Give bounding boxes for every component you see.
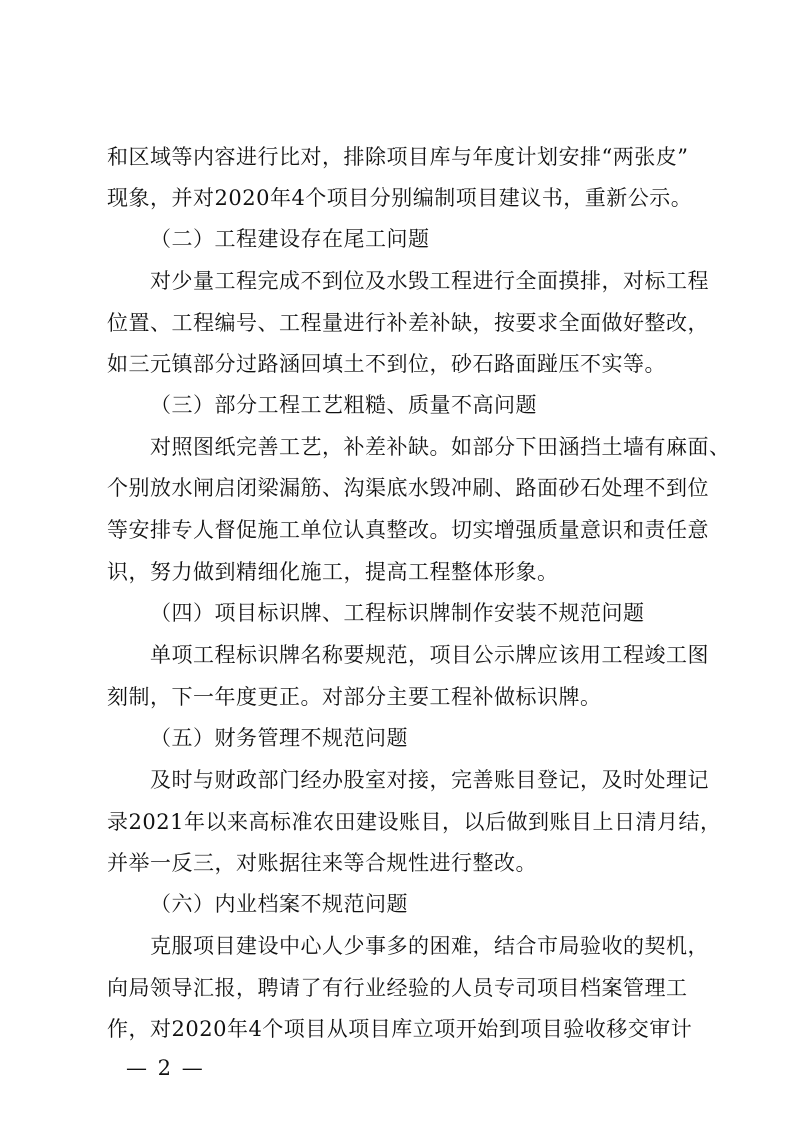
text-line-1: 和区域等内容进行比对，排除项目库与年度计划安排“两张皮” — [107, 145, 689, 169]
text-line-14: 刻制，下一年度更正。对部分主要工程补做标识牌。 — [107, 685, 602, 709]
text-line-2: 现象，并对2020年4个项目分别编制项目建议书，重新公示。 — [107, 186, 693, 210]
text-line-6: 如三元镇部分过路涵回填土不到位，砂石路面踫压不实等。 — [107, 352, 666, 376]
section-heading-2: （二）工程建设存在尾工问题 — [150, 227, 430, 251]
text-line-21: 向局领导汇报，聘请了有行业经验的人员专司项目档案管理工 — [107, 976, 688, 1000]
text-line-18: 并举一反三，对账据往来等合规性进行整改。 — [107, 851, 537, 875]
text-line-8: 对照图纸完善工艺，补差补缺。如部分下田涵挡土墙有麻面、 — [150, 435, 731, 459]
text-line-4: 对少量工程完成不到位及水毁工程进行全面摸排，对标工程 — [150, 269, 709, 293]
text-line-17: 录2021年以来高标准农田建设账目，以后做到账目上日清月结， — [107, 810, 722, 834]
text-line-5: 位置、工程编号、工程量进行补差补缺，按要求全面做好整改， — [107, 311, 709, 335]
text-line-16: 及时与财政部门经办股室对接，完善账目登记，及时处理记 — [150, 768, 709, 792]
section-heading-6: （六）内业档案不规范问题 — [150, 892, 408, 916]
section-heading-5: （五）财务管理不规范问题 — [150, 726, 408, 750]
text-line-13: 单项工程标识牌名称要规范，项目公示牌应该用工程竣工图 — [150, 643, 709, 667]
text-line-10: 等安排专人督促施工单位认真整改。切实增强质量意识和责任意 — [107, 518, 709, 542]
section-heading-4: （四）项目标识牌、工程标识牌制作安装不规范问题 — [150, 601, 645, 625]
text-line-22: 作，对2020年4个项目从项目库立项开始到项目验收移交审计 — [107, 1017, 693, 1041]
text-line-20: 克服项目建设中心人少事多的困难，结合市局验收的契机， — [150, 934, 709, 958]
text-line-11: 识，努力做到精细化施工，提高工程整体形象。 — [107, 560, 559, 584]
text-line-9: 个别放水闸启闭梁漏筋、沟渠底水毁冲刷、路面砂石处理不到位 — [107, 476, 709, 500]
page-number: — 2 — — [126, 1056, 205, 1080]
section-heading-3: （三）部分工程工艺粗糙、质量不高问题 — [150, 393, 537, 417]
